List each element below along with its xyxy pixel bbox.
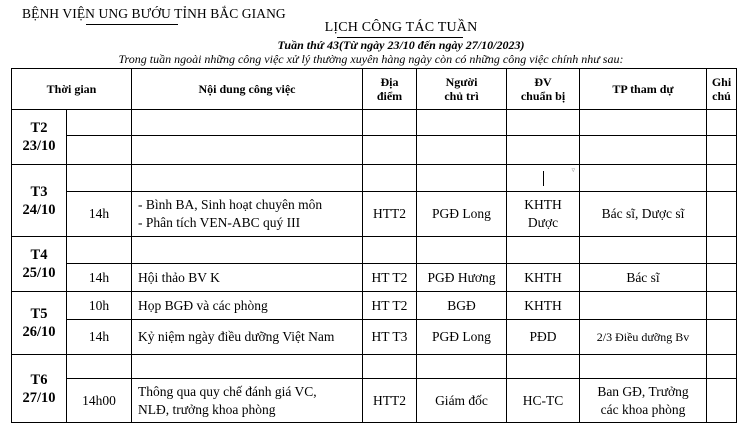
host-cell[interactable]: BGĐ bbox=[417, 292, 507, 320]
location-cell[interactable]: HT T2 bbox=[363, 264, 417, 292]
col-header-host: Người chủ trì bbox=[417, 69, 507, 110]
attendees-cell[interactable] bbox=[580, 292, 707, 320]
table-row bbox=[12, 136, 737, 165]
host-cell[interactable]: PGĐ Long bbox=[417, 320, 507, 355]
content-cell[interactable]: Hội thảo BV K bbox=[132, 264, 363, 292]
col-header-time: Thời gian bbox=[12, 69, 132, 110]
attendees-cell[interactable]: Bác sĩ bbox=[580, 264, 707, 292]
location-cell[interactable]: HT T3 bbox=[363, 320, 417, 355]
notes-cell[interactable] bbox=[707, 379, 737, 423]
table-row bbox=[12, 110, 737, 136]
schedule-table bbox=[11, 68, 737, 423]
prep-cell[interactable]: KHTH bbox=[507, 292, 580, 320]
notes-cell[interactable] bbox=[707, 264, 737, 292]
table-row bbox=[12, 264, 737, 292]
attendees-cell[interactable]: 2/3 Điều dưỡng Bv bbox=[580, 320, 707, 355]
day-cell-t4: T4 25/10 bbox=[12, 237, 67, 292]
time-cell[interactable]: 14h bbox=[67, 320, 132, 355]
col-header-attendees: TP tham dự bbox=[580, 69, 707, 110]
prep-cell[interactable]: KHTH Dược bbox=[507, 192, 580, 237]
attendees-cell[interactable]: Ban GĐ, Trưởng các khoa phòng bbox=[580, 379, 707, 423]
host-cell[interactable]: PGĐ Long bbox=[417, 192, 507, 237]
prep-cell[interactable]: KHTH bbox=[507, 264, 580, 292]
content-cell[interactable]: - Bình BA, Sinh hoạt chuyên môn - Phân tích VEN-ABC quý III bbox=[132, 192, 363, 237]
location-cell[interactable]: HTT2 bbox=[363, 379, 417, 423]
notes-cell[interactable] bbox=[707, 292, 737, 320]
day-cell-t5: T5 26/10 bbox=[12, 292, 67, 355]
hospital-name: BỆNH VIỆN UNG BƯỚU TỈNH BẮC GIANG bbox=[22, 6, 286, 21]
time-cell[interactable]: 14h bbox=[67, 192, 132, 237]
text-cursor bbox=[543, 171, 544, 186]
table-row bbox=[12, 379, 737, 423]
intro-note: Trong tuần ngoài những công việc xử lý thường xuyên hàng ngày còn có những công việc chính như sau: bbox=[118, 52, 624, 66]
col-header-prep: ĐV chuẩn bị bbox=[507, 69, 580, 110]
content-cell[interactable]: Thông qua quy chế đánh giá VC, NLĐ, trưởng khoa phòng bbox=[132, 379, 363, 423]
week-subtitle: Tuần thứ 43(Từ ngày 23/10 đến ngày 27/10/2023) bbox=[277, 38, 525, 52]
prep-cell[interactable]: HC-TC bbox=[507, 379, 580, 423]
host-cell[interactable]: PGĐ Hương bbox=[417, 264, 507, 292]
location-cell[interactable]: HTT2 bbox=[363, 192, 417, 237]
table-row bbox=[12, 237, 737, 264]
content-cell[interactable]: Kỷ niệm ngày điều dưỡng Việt Nam bbox=[132, 320, 363, 355]
table-row bbox=[12, 320, 737, 355]
col-header-location: Địa điểm bbox=[363, 69, 417, 110]
dropdown-marker-icon: ▿ bbox=[571, 166, 575, 174]
table-row bbox=[12, 355, 737, 379]
day-cell-t6: T6 27/10 bbox=[12, 355, 67, 423]
col-header-notes: Ghi chú bbox=[707, 69, 737, 110]
table-row bbox=[12, 292, 737, 320]
header-row bbox=[12, 69, 737, 110]
time-cell[interactable]: 10h bbox=[67, 292, 132, 320]
col-header-content: Nội dung công việc bbox=[132, 69, 363, 110]
location-cell[interactable]: HT T2 bbox=[363, 292, 417, 320]
day-cell-t2: T2 23/10 bbox=[12, 110, 67, 165]
active-cell[interactable] bbox=[507, 165, 580, 192]
prep-cell[interactable]: PĐD bbox=[507, 320, 580, 355]
time-cell[interactable]: 14h bbox=[67, 264, 132, 292]
table-row bbox=[12, 165, 737, 192]
host-cell[interactable]: Giám đốc bbox=[417, 379, 507, 423]
attendees-cell[interactable]: Bác sĩ, Dược sĩ bbox=[580, 192, 707, 237]
document-title: LỊCH CÔNG TÁC TUẦN bbox=[324, 20, 478, 35]
time-cell[interactable]: 14h00 bbox=[67, 379, 132, 423]
day-cell-t3: T3 24/10 bbox=[12, 165, 67, 237]
content-cell[interactable]: Họp BGĐ và các phòng bbox=[132, 292, 363, 320]
table-row bbox=[12, 192, 737, 237]
notes-cell[interactable] bbox=[707, 192, 737, 237]
notes-cell[interactable] bbox=[707, 320, 737, 355]
